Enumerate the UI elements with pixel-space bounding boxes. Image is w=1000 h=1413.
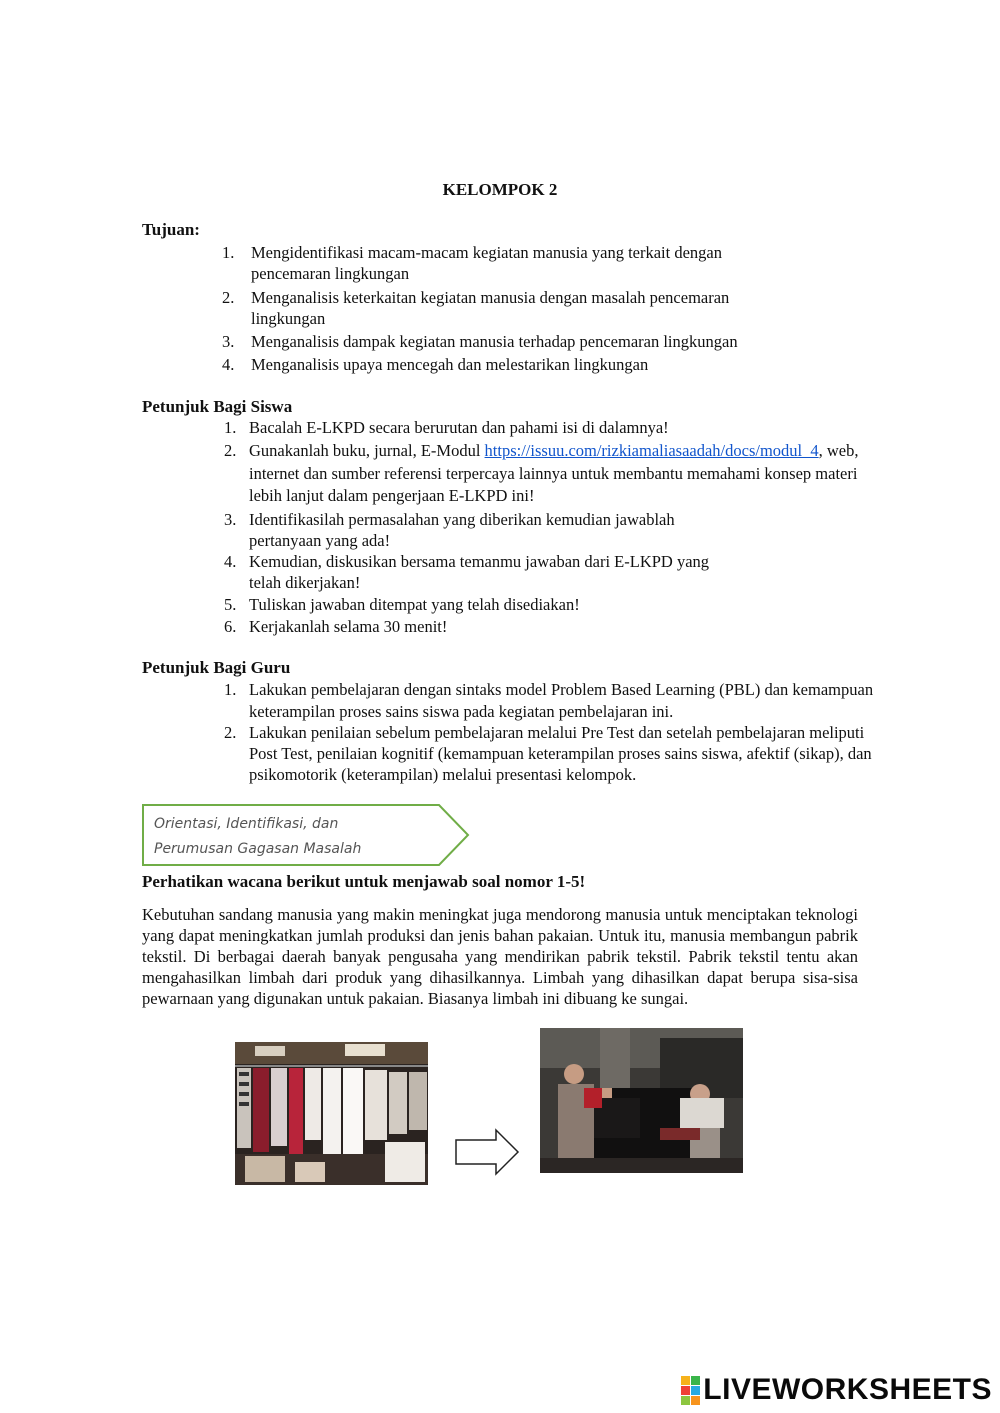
banner-line-1: Orientasi, Identifikasi, dan xyxy=(154,816,339,832)
passage xyxy=(142,904,858,1009)
siswa-item-2-pre: Gunakanlah buku, jurnal, E-Modul xyxy=(249,441,485,460)
tujuan-item-2-text: Menganalisis keterkaitan kegiatan manusia dengan masalah pencemaran xyxy=(251,288,730,307)
siswa-item-6-text: Kerjakanlah selama 30 menit! xyxy=(249,617,448,636)
guru-heading: Petunjuk Bagi Guru xyxy=(142,658,291,677)
right-arrow-icon xyxy=(454,1128,520,1176)
clothing-store-photo xyxy=(235,1042,428,1185)
siswa-item-4-text-cont: telah dikerjakan! xyxy=(249,573,361,592)
siswa-item-3-text: Identifikasilah permasalahan yang diberikan kemudian jawablah xyxy=(249,510,675,529)
siswa-item-1-text: Bacalah E-LKPD secara berurutan dan pahami isi di dalamnya! xyxy=(249,418,669,437)
siswa-item-2-text-cont: internet dan sumber referensi terpercaya lainnya untuk membantu memahami konsep materi xyxy=(249,464,858,483)
tujuan-item-3-number: 3. xyxy=(222,332,235,351)
guru-item-2-text-cont2: psikomotorik (keterampilan) melalui presentasi kelompok. xyxy=(249,765,637,784)
siswa-item-2-number: 2. xyxy=(224,441,237,460)
guru-item-2-number: 2. xyxy=(224,723,237,742)
siswa-item-3-text-cont: pertanyaan yang ada! xyxy=(249,531,391,550)
tujuan-item-1-text-cont: pencemaran lingkungan xyxy=(251,264,410,283)
siswa-item-2-text-cont2: lebih lanjut dalam pengerjaan E-LKPD ini! xyxy=(249,486,535,505)
passage-text: Kebutuhan sandang manusia yang makin meningkat juga mendorong manusia untuk menciptakan teknologi yang dapat meningkatkan jumlah produksi dan jenis bahan pakaian. Untuk itu, manusia membangun pabrik tekstil. Di berbagai daerah banyak pengusaha yang mendirikan pabrik tekstil. Pabrik tekstil tentu akan mengahasilkan limbah dari produk yang dihasilkannya. Limbah yang dihasilkan dapat berupa sisa-sisa pewarnaan yang digunakan untuk pakaian. Biasanya limbah ini dibuang ke sungai. xyxy=(142,905,858,1008)
siswa-item-4-text: Kemudian, diskusikan bersama temanmu jawaban dari E-LKPD yang xyxy=(249,552,710,571)
guru-item-2-text-cont: Post Test, penilaian kognitif (kemampuan keterampilan proses sains siswa, afektif (sikap), dan xyxy=(249,744,872,763)
siswa-item-2-post: , web, xyxy=(818,441,859,460)
siswa-heading: Petunjuk Bagi Siswa xyxy=(142,397,293,416)
guru-item-2-text: Lakukan penilaian sebelum pembelajaran melalui Pre Test dan setelah pembelajaran meliputi xyxy=(249,723,865,742)
siswa-item-5-number: 5. xyxy=(224,595,237,614)
siswa-item-1-number: 1. xyxy=(224,418,237,437)
textile-dyeing-photo xyxy=(540,1028,743,1173)
siswa-item-3-number: 3. xyxy=(224,510,237,529)
emodul-link[interactable]: https://issuu.com/rizkiamaliasaadah/docs/modul_4 xyxy=(484,441,819,460)
guru-item-1-text: Lakukan pembelajaran dengan sintaks model Problem Based Learning (PBL) dan kemampuan xyxy=(249,680,874,699)
tujuan-item-2-text-cont: lingkungan xyxy=(251,309,326,328)
siswa-item-6-number: 6. xyxy=(224,617,237,636)
tujuan-item-1-text: Mengidentifikasi macam-macam kegiatan manusia yang terkait dengan xyxy=(251,243,722,262)
tujuan-item-1-number: 1. xyxy=(222,243,235,262)
tujuan-item-4-text: Menganalisis upaya mencegah dan melestarikan lingkungan xyxy=(251,355,649,374)
tujuan-item-4-number: 4. xyxy=(222,355,235,374)
tujuan-item-2-number: 2. xyxy=(222,288,235,307)
liveworksheets-logo-icon xyxy=(681,1376,700,1405)
passage-instruction: Perhatikan wacana berikut untuk menjawab soal nomor 1-5! xyxy=(142,872,586,891)
siswa-item-2-text xyxy=(249,441,859,461)
banner-line-2: Perumusan Gagasan Masalah xyxy=(154,841,362,857)
siswa-item-5-text: Tuliskan jawaban ditempat yang telah disediakan! xyxy=(249,595,580,614)
page-title: KELOMPOK 2 xyxy=(442,180,558,199)
siswa-item-4-number: 4. xyxy=(224,552,237,571)
liveworksheets-brand: LIVEWORKSHEETS xyxy=(703,1373,992,1406)
guru-item-1-number: 1. xyxy=(224,680,237,699)
tujuan-item-3-text: Menganalisis dampak kegiatan manusia terhadap pencemaran lingkungan xyxy=(251,332,738,351)
liveworksheets-logo xyxy=(681,1373,992,1407)
guru-item-1-text-cont: keterampilan proses sains siswa pada kegiatan pembelajaran ini. xyxy=(249,702,674,721)
tujuan-heading: Tujuan: xyxy=(142,220,200,239)
